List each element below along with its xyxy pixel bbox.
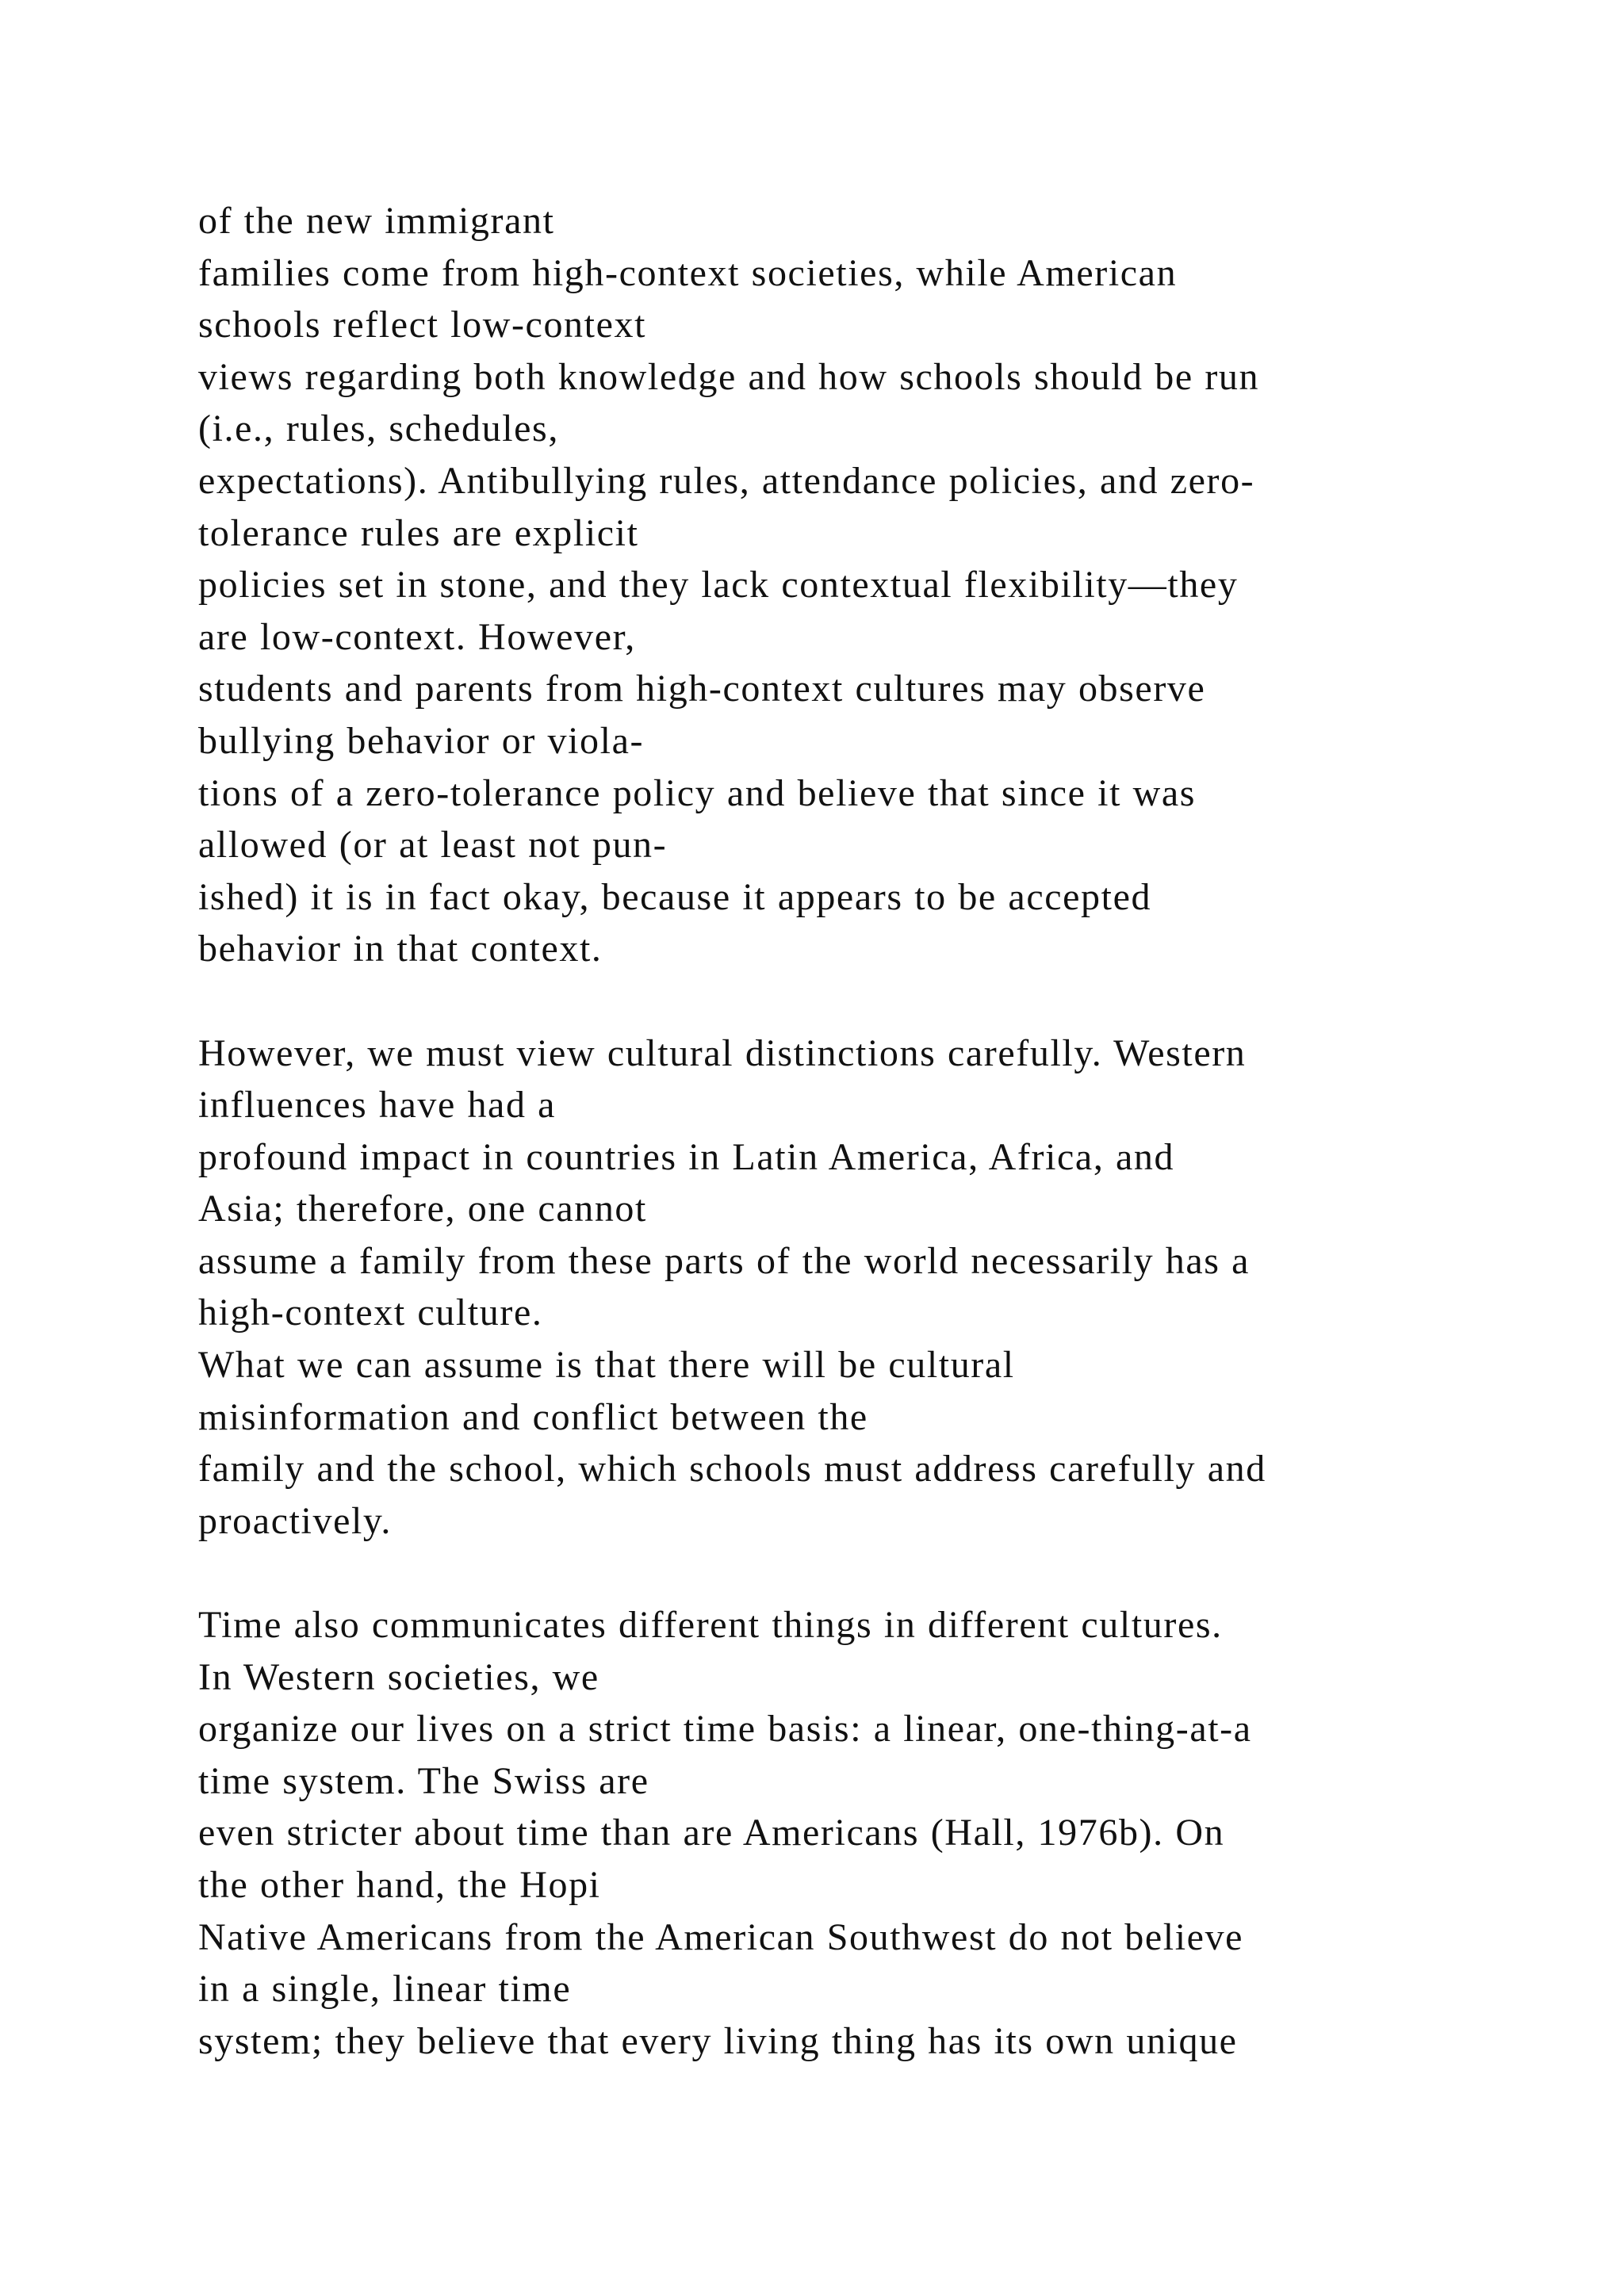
text-line: the other hand, the Hopi	[198, 1864, 601, 1906]
text-line: in a single, linear time	[198, 1968, 572, 2011]
text-line: proactively.	[198, 1499, 392, 1542]
text-line: schools reflect low-context	[198, 304, 647, 346]
text-line: policies set in stone, and they lack contextual flexibility—they	[198, 564, 1239, 607]
text-line: What we can assume is that there will be cultural	[198, 1344, 1015, 1387]
text-line: In Western societies, we	[198, 1655, 599, 1698]
text-line: (i.e., rules, schedules,	[198, 408, 559, 450]
text-line: tions of a zero-tolerance policy and believe that since it was	[198, 771, 1197, 814]
paragraph-gap	[198, 1547, 1546, 1599]
paragraph-3	[198, 1599, 1546, 2067]
text-line: ished) it is in fact okay, because it appears to be accepted	[198, 875, 1152, 918]
text-line: profound impact in countries in Latin America, Africa, and	[198, 1135, 1175, 1178]
text-line: Native Americans from the American Southwest do not believe	[198, 1915, 1244, 1958]
text-line: time system. The Swiss are	[198, 1759, 649, 1802]
paragraph-2	[198, 1027, 1546, 1548]
text-line: organize our lives on a strict time basis: a linear, one-thing-at-a	[198, 1708, 1252, 1751]
text-line: However, we must view cultural distinctions carefully. Western	[198, 1031, 1247, 1074]
text-line: system; they believe that every living thing has its own unique	[198, 2019, 1238, 2062]
text-line: are low-context. However,	[198, 615, 636, 658]
text-line: allowed (or at least not pun-	[198, 824, 668, 867]
paragraph-gap	[198, 975, 1546, 1027]
text-line: high-context culture.	[198, 1292, 543, 1334]
text-line: tolerance rules are explicit	[198, 511, 639, 554]
text-line: misinformation and conflict between the	[198, 1395, 868, 1438]
paragraph-1	[198, 195, 1546, 975]
text-line: views regarding both knowledge and how schools should be run	[198, 355, 1260, 398]
text-line: assume a family from these parts of the world necessarily has a	[198, 1239, 1251, 1282]
text-line: of the new immigrant	[198, 200, 555, 242]
text-line: families come from high-context societies, while American	[198, 251, 1178, 294]
text-line: bullying behavior or viola-	[198, 719, 645, 762]
text-line: behavior in that context.	[198, 928, 603, 970]
text-line: influences have had a	[198, 1084, 557, 1127]
text-line: expectations). Antibullying rules, attendance policies, and zero-	[198, 459, 1255, 502]
document-body	[198, 195, 1546, 2067]
text-line: family and the school, which schools must address carefully and	[198, 1448, 1266, 1490]
text-line: students and parents from high-context cultures may observe	[198, 668, 1206, 710]
text-line: even stricter about time than are Americans (Hall, 1976b). On	[198, 1812, 1225, 1854]
text-line: Time also communicates different things in different cultures.	[198, 1604, 1223, 1647]
text-line: Asia; therefore, one cannot	[198, 1188, 647, 1230]
